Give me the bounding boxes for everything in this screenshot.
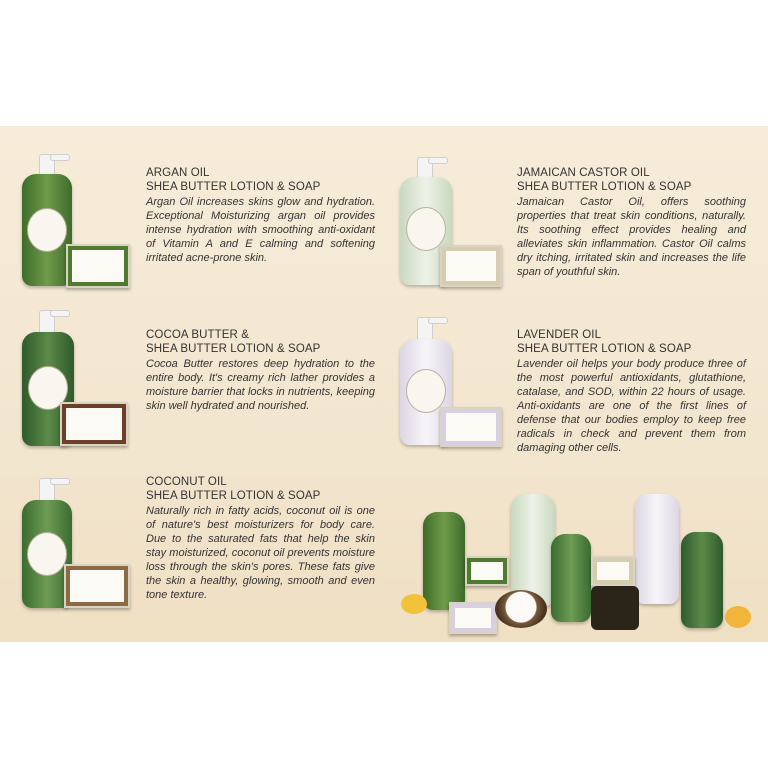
jamaican-castor-oil-product-image [396,155,508,290]
coconut-soap-bar [64,564,130,608]
product-title: JAMAICAN CASTOR OIL [517,167,650,179]
product-title: LAVENDER OIL [517,329,602,341]
product-subtitle: SHEA BUTTER LOTION & SOAP [517,181,692,193]
product-subtitle: SHEA BUTTER LOTION & SOAP [146,181,321,193]
castor-soap-bar [440,245,502,287]
product-lavender-oil [517,328,746,455]
lavender-soap-bar [440,407,502,447]
product-collection-image [393,482,763,638]
pump-nozzle-icon [428,157,448,164]
pump-nozzle-icon [50,154,70,161]
pump-nozzle-icon [428,317,448,324]
product-title: ARGAN OIL [146,167,210,179]
product-description: Cocoa Butter restores deep hydration to the entire body. It's creamy rich lather provides a moisture barrier that locks in nutrients, keeping skin well hydrated and nourished. [146,358,375,412]
argan-oil-product-image [18,152,130,287]
coconut-oil-product-image [18,476,130,611]
product-description: Naturally rich in fatty acids, coconut oil is one of nature's best moisturizers for body care. Due to the saturated fats that help the skin stay moisturized, coconut oil prevents moisture loss through the skin's pores. These fats give the skin a healthy, glowing, smooth and even tone texture. [146,505,375,601]
product-description: Argan Oil increases skins glow and hydration. Exceptional Moisturizing argan oil provides intense hydration with smoothing anti-oxidant of Vitamin A and E calming and softening irritated acne-prone skin. [146,196,375,264]
product-argan-oil [146,166,375,265]
product-cocoa-butter [146,328,375,413]
product-title: COCONUT OIL [146,476,227,488]
product-subtitle: SHEA BUTTER LOTION & SOAP [146,343,321,355]
product-subtitle: SHEA BUTTER LOTION & SOAP [146,490,321,502]
argan-soap-bar [66,244,130,288]
product-jamaican-castor-oil [517,166,746,279]
argan-lotion-bottle [22,174,72,286]
lavender-oil-product-image [396,315,508,450]
cocoa-butter-product-image [18,308,130,448]
product-description: Jamaican Castor Oil, offers soothing properties that treat skin conditions, naturally. Its soothing effect provides healing and alleviates skin inflammation. Castor Oil calms dry itching, irritated skin and increases the life span of youthful skin. [517,196,746,278]
pump-nozzle-icon [50,310,70,317]
product-coconut-oil [146,475,375,602]
product-subtitle: SHEA BUTTER LOTION & SOAP [517,343,692,355]
product-title: COCOA BUTTER & [146,329,249,341]
cocoa-soap-bar [60,402,128,446]
product-description: Lavender oil helps your body produce three of the most powerful antioxidants, glutathione, catalase, and SOD, within 22 hours of usage. Anti-oxidants are one of the first lines of defense that our bodies employ to keep free radicals in check and prevent them from damaging other cells. [517,358,746,454]
pump-nozzle-icon [50,478,70,485]
